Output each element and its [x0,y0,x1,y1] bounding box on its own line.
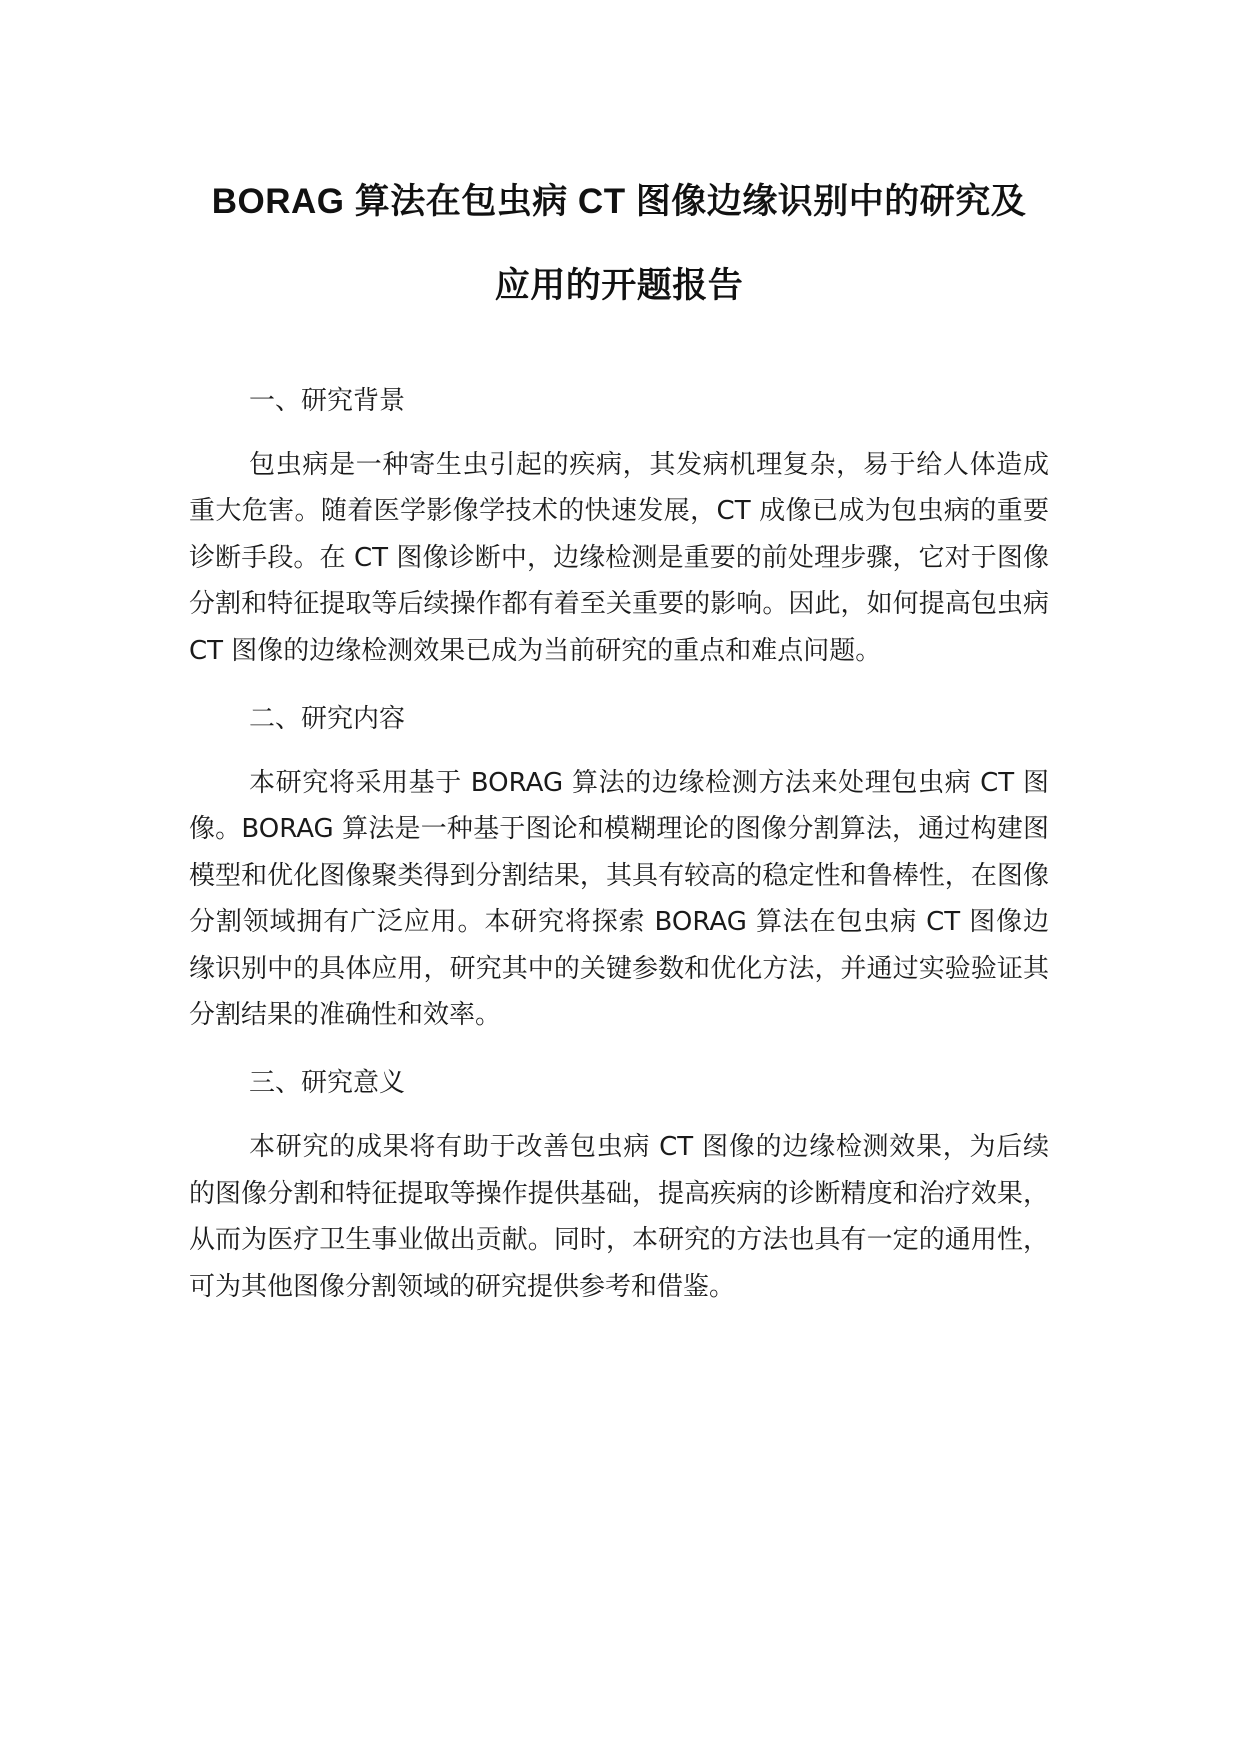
document-title-line-2: 应用的开题报告 [494,266,744,305]
document-body [189,378,1049,1310]
section-paragraph-significance: 本研究的成果将有助于改善包虫病 CT 图像的边缘检测效果，为后续的图像分割和特征提取等操作提供基础，提高疾病的诊断精度和治疗效果，从而为医疗卫生事业做出贡献。同时，本研究的方法也具有一定的通用性，可为其他图像分割领域的研究提供参考和借鉴。 [189,1132,1049,1302]
section-heading-content: 二、研究内容 [249,704,406,735]
document-title-line-1: BORAG 算法在包虫病 CT 图像边缘识别中的研究及 [211,182,1027,221]
document-page [189,160,1049,1332]
section-paragraph-content: 本研究将采用基于 BORAG 算法的边缘检测方法来处理包虫病 CT 图像。BORAG 算法是一种基于图论和模糊理论的图像分割算法，通过构建图模型和优化图像聚类得到分割结果，其具有较高的稳定性和鲁棒性，在图像分割领域拥有广泛应用。本研究将探索 BORAG 算法在包虫病 CT 图像边缘识别中的具体应用，研究其中的关键参数和优化方法，并通过实验验证其分割结果的准确性和效率。 [189,768,1049,1031]
section-heading-significance: 三、研究意义 [249,1068,406,1099]
section-heading-background: 一、研究背景 [249,386,406,416]
document-title [189,160,1049,328]
section-paragraph-background: 包虫病是一种寄生虫引起的疾病，其发病机理复杂，易于给人体造成重大危害。随着医学影像学技术的快速发展，CT 成像已成为包虫病的重要诊断手段。在 CT 图像诊断中，边缘检测是重要的前处理步骤，它对于图像分割和特征提取等后续操作都有着至关重要的影响。因此，如何提高包虫病 CT 图像的边缘检测效果已成为当前研究的重点和难点问题。 [189,450,1049,666]
